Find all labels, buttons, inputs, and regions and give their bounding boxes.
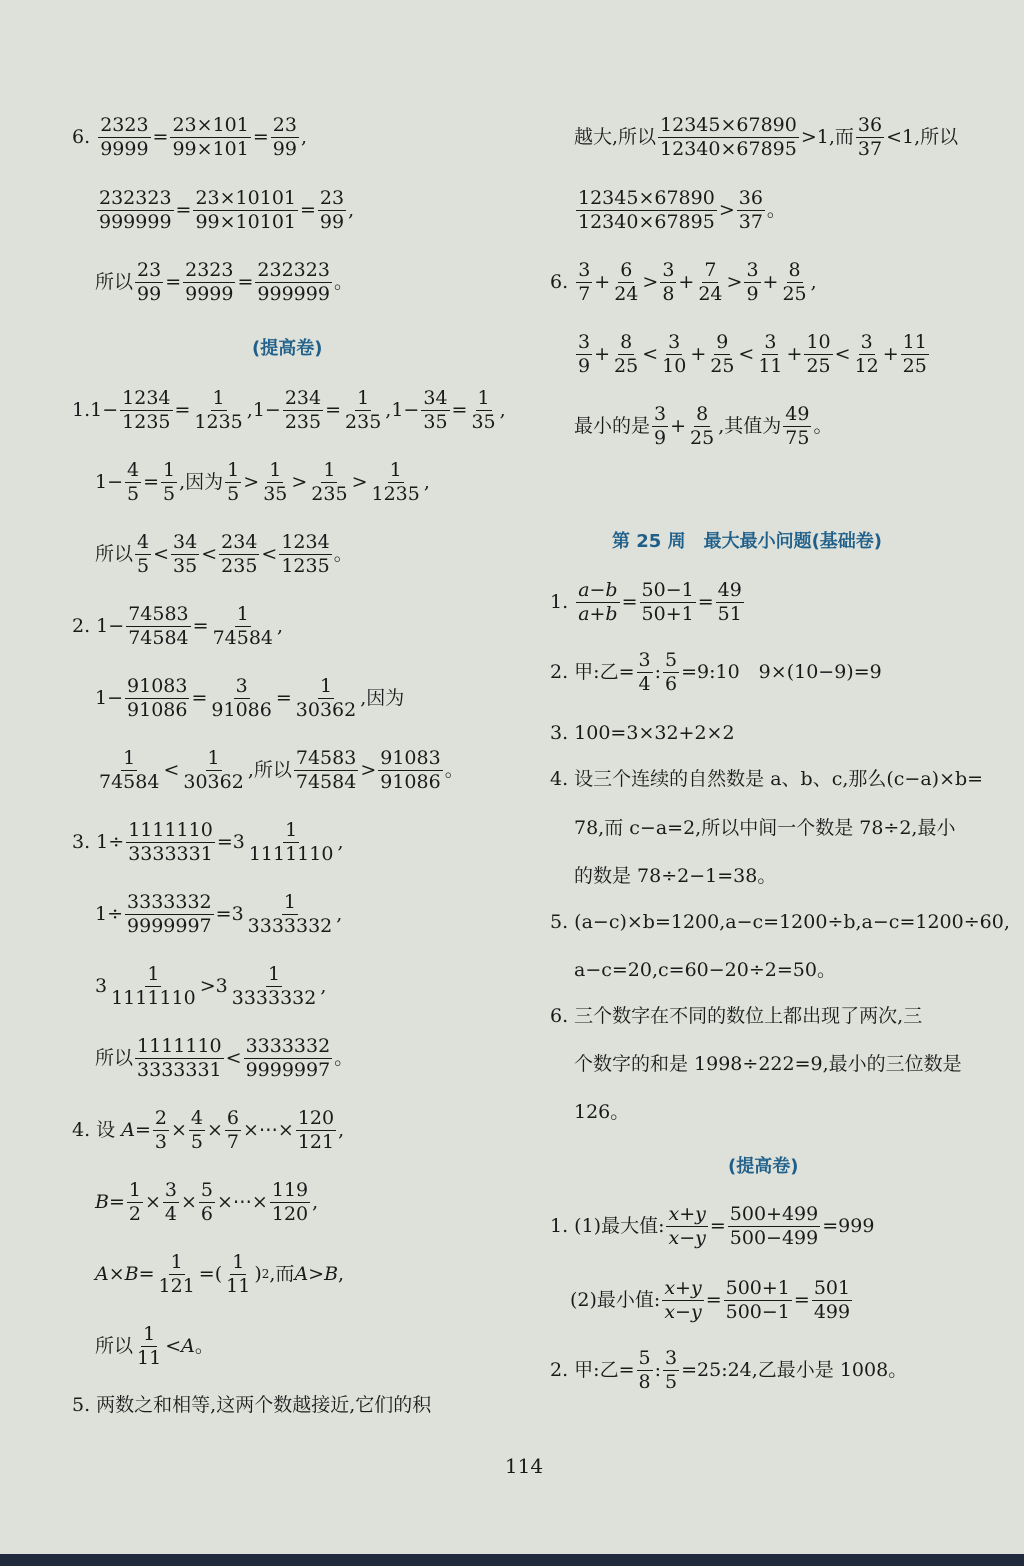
fraction: $\frac{23\times 10101}{99\times 10101}$: [195, 186, 296, 233]
fraction: $\frac{1111110}{3333331}$: [128, 818, 213, 865]
fraction: $\frac{500+499}{500-499}$: [729, 1202, 819, 1249]
fraction: $\frac{10}{25}$: [806, 330, 831, 377]
fraction: $\frac{x+y}{x-y}$: [668, 1202, 706, 1249]
answer-6r-line-1: 6. $\frac{3}{7}$ + $\frac{6}{24}$ > $\frac{3}{8}$ + $\frac{7}{24}$ > $\frac{3}{9}$ + $\frac{8}{25}$ ,: [550, 258, 817, 305]
fraction: $\frac{34}{35}$: [423, 386, 448, 433]
fraction: $\frac{6}{7}$: [226, 1106, 239, 1153]
answer-6-line-1: 6. $\frac{2323}{9999}$ = $\frac{23\times 101}{99\times 101}$ = $\frac{23}{99}$ ,: [72, 113, 307, 160]
page-number: 114: [504, 1454, 544, 1478]
fraction: $\frac{3}{91086}$: [211, 674, 272, 721]
fraction: $\frac{6}{24}$: [614, 258, 639, 305]
fraction: $\frac{8}{25}$: [690, 402, 715, 449]
fraction: $\frac{1}{1111110}$: [111, 962, 196, 1009]
fraction: $\frac{2323}{9999}$: [185, 258, 234, 305]
fraction: $\frac{232323}{999999}$: [99, 186, 172, 233]
fraction: $\frac{2}{3}$: [154, 1106, 167, 1153]
fraction: $\frac{1}{235}$: [345, 386, 382, 433]
fraction: $\frac{4}{5}$: [190, 1106, 203, 1153]
fraction: $\frac{5}{6}$: [665, 648, 678, 695]
fraction: $\frac{234}{235}$: [221, 530, 258, 577]
fraction: $\frac{1}{1235}$: [371, 458, 420, 505]
basic-answer-6-line-3: 126。: [574, 1101, 630, 1123]
fraction: $\frac{1}{11}$: [226, 1250, 251, 1297]
fraction: $\frac{12345\times 67890}{12340\times 67895}$: [660, 113, 797, 160]
answer-3-line-1: 3. 1÷ $\frac{1111110}{3333331}$ = 3 $\frac{1}{1111110}$ ,: [72, 818, 344, 865]
fraction: $\frac{3}{9}$: [578, 330, 591, 377]
answer-6-line-2: $\frac{232323}{999999}$ = $\frac{23\times 10101}{99\times 10101}$ = $\frac{23}{99}$ ,: [99, 186, 355, 233]
fraction: $\frac{36}{37}$: [738, 186, 763, 233]
section-heading-week-25: 第 25 周 最大最小问题(基础卷): [612, 531, 883, 552]
basic-answer-1: 1. $\frac{a-b}{a+b}$ = $\frac{50-1}{50+1}$ = $\frac{49}{51}$: [550, 578, 742, 625]
answer-6r-line-2: $\frac{3}{9}$ + $\frac{8}{25}$ < $\frac{3}{10}$ + $\frac{9}{25}$ < $\frac{3}{11}$ + $\frac{10}{25}$ < $\frac{3}{12}$ + $\frac{11}{25}$: [578, 330, 927, 377]
fraction: $\frac{501}{499}$: [813, 1276, 851, 1323]
section-heading-advanced-2: (提高卷): [728, 1156, 799, 1177]
fraction: $\frac{8}{25}$: [614, 330, 639, 377]
answer-3-line-4: 所以 $\frac{1111110}{3333331}$ < $\frac{3333332}{9999997}$ 。: [95, 1034, 354, 1081]
answer-2-line-2: 1− $\frac{91083}{91086}$ = $\frac{3}{91086}$ = $\frac{1}{30362}$ ,因为: [95, 674, 405, 721]
fraction: $\frac{3}{5}$: [665, 1346, 678, 1393]
fraction: $\frac{1}{1111110}$: [248, 818, 334, 865]
answer-6r-line-3: 最小的是 $\frac{3}{9}$ + $\frac{8}{25}$ ,其值为 $\frac{49}{75}$ 。: [574, 402, 833, 449]
basic-answer-6-line-1: 6. 三个数字在不同的数位上都出现了两次,三: [550, 1005, 923, 1027]
basic-answer-3: 3. 100=3×32+2×2: [550, 722, 735, 744]
basic-answer-4-line-2: 78,而 c−a=2,所以中间一个数是 78÷2,最小: [574, 817, 956, 839]
fraction: $\frac{1}{5}$: [163, 458, 176, 505]
fraction: $\frac{1111110}{3333331}$: [137, 1034, 222, 1081]
fraction: $\frac{119}{120}$: [271, 1178, 309, 1225]
fraction: $\frac{4}{5}$: [137, 530, 150, 577]
fraction: $\frac{120}{121}$: [297, 1106, 335, 1153]
fraction: $\frac{1}{11}$: [137, 1322, 162, 1369]
fraction: $\frac{1}{74584}$: [212, 602, 274, 649]
basic-answer-6-line-2: 个数字的和是 1998÷222=9,最小的三位数是: [574, 1053, 962, 1075]
basic-answer-5-line-2: a−c=20,c=60−20÷2=50。: [574, 959, 836, 981]
basic-answer-5-line-1: 5. (a−c)×b=1200,a−c=1200÷b,a−c=1200÷60,: [550, 911, 1010, 933]
basic-answer-2: 2. 甲:乙= $\frac{3}{4}$ : $\frac{5}{6}$ =9:10 9×(10−9)=9: [550, 648, 882, 695]
fraction: $\frac{49}{51}$: [717, 578, 742, 625]
fraction: $\frac{3}{9}$: [746, 258, 759, 305]
fraction: $\frac{5}{6}$: [200, 1178, 214, 1225]
fraction: $\frac{1234}{1235}$: [122, 386, 171, 433]
answer-1-line-1: 1.1− $\frac{1234}{1235}$ = $\frac{1}{1235}$ ,1− $\frac{234}{235}$ = $\frac{1}{235}$ ,1− $\frac{34}{35}$ = $\frac{1}{35}$ ,: [72, 386, 506, 433]
answer-2-line-3: $\frac{1}{74584}$ < $\frac{1}{30362}$ ,所以 $\frac{74583}{74584}$ > $\frac{91083}{91086}$ 。: [99, 746, 464, 793]
fraction: $\frac{1}{30362}$: [295, 674, 357, 721]
answer-5-line-2: 越大,所以 $\frac{12345\times 67890}{12340\times 67895}$ >1,而 $\frac{36}{37}$ <1,所以: [574, 113, 959, 160]
fraction: $\frac{2323}{9999}$: [100, 113, 149, 160]
fraction: $\frac{1}{30362}$: [183, 746, 244, 793]
fraction: $\frac{74583}{74584}$: [295, 746, 357, 793]
answer-4-line-4: 所以 $\frac{1}{11}$ <A 。: [95, 1322, 214, 1369]
advanced-answer-2: 2. 甲:乙= $\frac{5}{8}$ : $\frac{3}{5}$ =25:24,乙最小是 1008。: [550, 1346, 908, 1393]
fraction: $\frac{a-b}{a+b}$: [578, 578, 618, 625]
fraction: $\frac{36}{37}$: [857, 113, 883, 160]
fraction: $\frac{74583}{74584}$: [128, 602, 189, 649]
fraction: $\frac{x+y}{x-y}$: [664, 1276, 702, 1323]
fraction: $\frac{1}{121}$: [158, 1250, 195, 1297]
fraction: $\frac{23}{99}$: [319, 186, 345, 233]
fraction: $\frac{5}{8}$: [638, 1346, 651, 1393]
fraction: $\frac{23}{99}$: [272, 113, 297, 160]
fraction: $\frac{4}{5}$: [127, 458, 140, 505]
fraction: $\frac{3}{8}$: [662, 258, 675, 305]
fraction: $\frac{3333332}{9999997}$: [245, 1034, 331, 1081]
page-edge: [0, 1554, 1024, 1566]
answer-1-line-2: 1− $\frac{4}{5}$ = $\frac{1}{5}$ ,因为 $\frac{1}{5}$ > $\frac{1}{35}$ > $\frac{1}{235}$ > $\frac{1}{1235}$ ,: [95, 458, 430, 505]
answer-4-line-1: 4. 设 A = $\frac{2}{3}$ × $\frac{4}{5}$ × $\frac{6}{7}$ ×⋯× $\frac{120}{121}$ ,: [72, 1106, 345, 1153]
answer-5-line-1: 5. 两数之和相等,这两个数越接近,它们的积: [72, 1394, 432, 1416]
fraction: $\frac{3333332}{9999997}$: [127, 890, 212, 937]
fraction: $\frac{23}{99}$: [137, 258, 162, 305]
answer-1-line-3: 所以 $\frac{4}{5}$ < $\frac{34}{35}$ < $\frac{234}{235}$ < $\frac{1234}{1235}$ 。: [95, 530, 353, 577]
fraction: $\frac{232323}{999999}$: [257, 258, 330, 305]
answer-4-line-3: A×B = $\frac{1}{121}$ =( $\frac{1}{11}$ ) 2 ,而 A>B ,: [95, 1250, 345, 1297]
answer-6-line-3: 所以 $\frac{23}{99}$ = $\frac{2323}{9999}$ = $\frac{232323}{999999}$ 。: [95, 258, 353, 305]
fraction: $\frac{3}{9}$: [654, 402, 667, 449]
fraction: $\frac{49}{75}$: [785, 402, 810, 449]
fraction: $\frac{3}{4}$: [638, 648, 651, 695]
fraction: $\frac{500+1}{500-1}$: [725, 1276, 790, 1323]
fraction: $\frac{12345\times 67890}{12340\times 67895}$: [578, 186, 715, 233]
fraction: $\frac{1}{1235}$: [194, 386, 243, 433]
fraction: $\frac{91083}{91086}$: [380, 746, 441, 793]
fraction: $\frac{1}{35}$: [471, 386, 496, 433]
fraction: $\frac{3}{11}$: [758, 330, 783, 377]
fraction: $\frac{1234}{1235}$: [281, 530, 330, 577]
answer-5-line-3: $\frac{12345\times 67890}{12340\times 67895}$ > $\frac{36}{37}$ 。: [578, 186, 786, 233]
answer-3-line-2: 1÷ $\frac{3333332}{9999997}$ = 3 $\frac{1}{3333332}$ ,: [95, 890, 343, 937]
fraction: $\frac{91083}{91086}$: [127, 674, 188, 721]
fraction: $\frac{8}{25}$: [782, 258, 807, 305]
fraction: $\frac{3}{10}$: [662, 330, 687, 377]
answer-4-line-2: B = $\frac{1}{2}$ × $\frac{3}{4}$ × $\frac{5}{6}$ ×⋯× $\frac{119}{120}$ ,: [95, 1178, 319, 1225]
fraction: $\frac{234}{235}$: [284, 386, 322, 433]
fraction: $\frac{1}{3333332}$: [231, 962, 317, 1009]
fraction: $\frac{1}{2}$: [128, 1178, 141, 1225]
fraction: $\frac{1}{35}$: [263, 458, 288, 505]
fraction: $\frac{7}{24}$: [698, 258, 723, 305]
fraction: $\frac{1}{235}$: [311, 458, 348, 505]
fraction: $\frac{1}{74584}$: [99, 746, 160, 793]
fraction: $\frac{1}{5}$: [227, 458, 240, 505]
fraction: $\frac{11}{25}$: [902, 330, 927, 377]
advanced-answer-1-line-2: (2)最小值: $\frac{x+y}{x-y}$ = $\frac{500+1}{500-1}$ = $\frac{501}{499}$: [570, 1276, 851, 1323]
fraction: $\frac{3}{4}$: [164, 1178, 177, 1225]
advanced-answer-1-line-1: 1. (1)最大值: $\frac{x+y}{x-y}$ = $\frac{500+499}{500-499}$ =999: [550, 1202, 875, 1249]
basic-answer-4-line-1: 4. 设三个连续的自然数是 a、b、c,那么(c−a)×b=: [550, 768, 984, 790]
fraction: $\frac{50-1}{50+1}$: [641, 578, 694, 625]
fraction: $\frac{9}{25}$: [710, 330, 735, 377]
answer-2-line-1: 2. 1− $\frac{74583}{74584}$ = $\frac{1}{74584}$ ,: [72, 602, 284, 649]
fraction: $\frac{23\times 101}{99\times 101}$: [172, 113, 249, 160]
section-heading-advanced: (提高卷): [252, 338, 323, 359]
answer-3-line-3: 3 $\frac{1}{1111110}$ > 3 $\frac{1}{3333332}$ ,: [95, 962, 327, 1009]
basic-answer-4-line-3: 的数是 78÷2−1=38。: [574, 865, 777, 887]
fraction: $\frac{34}{35}$: [173, 530, 198, 577]
fraction: $\frac{1}{3333332}$: [247, 890, 333, 937]
fraction: $\frac{3}{12}$: [854, 330, 879, 377]
fraction: $\frac{3}{7}$: [578, 258, 591, 305]
